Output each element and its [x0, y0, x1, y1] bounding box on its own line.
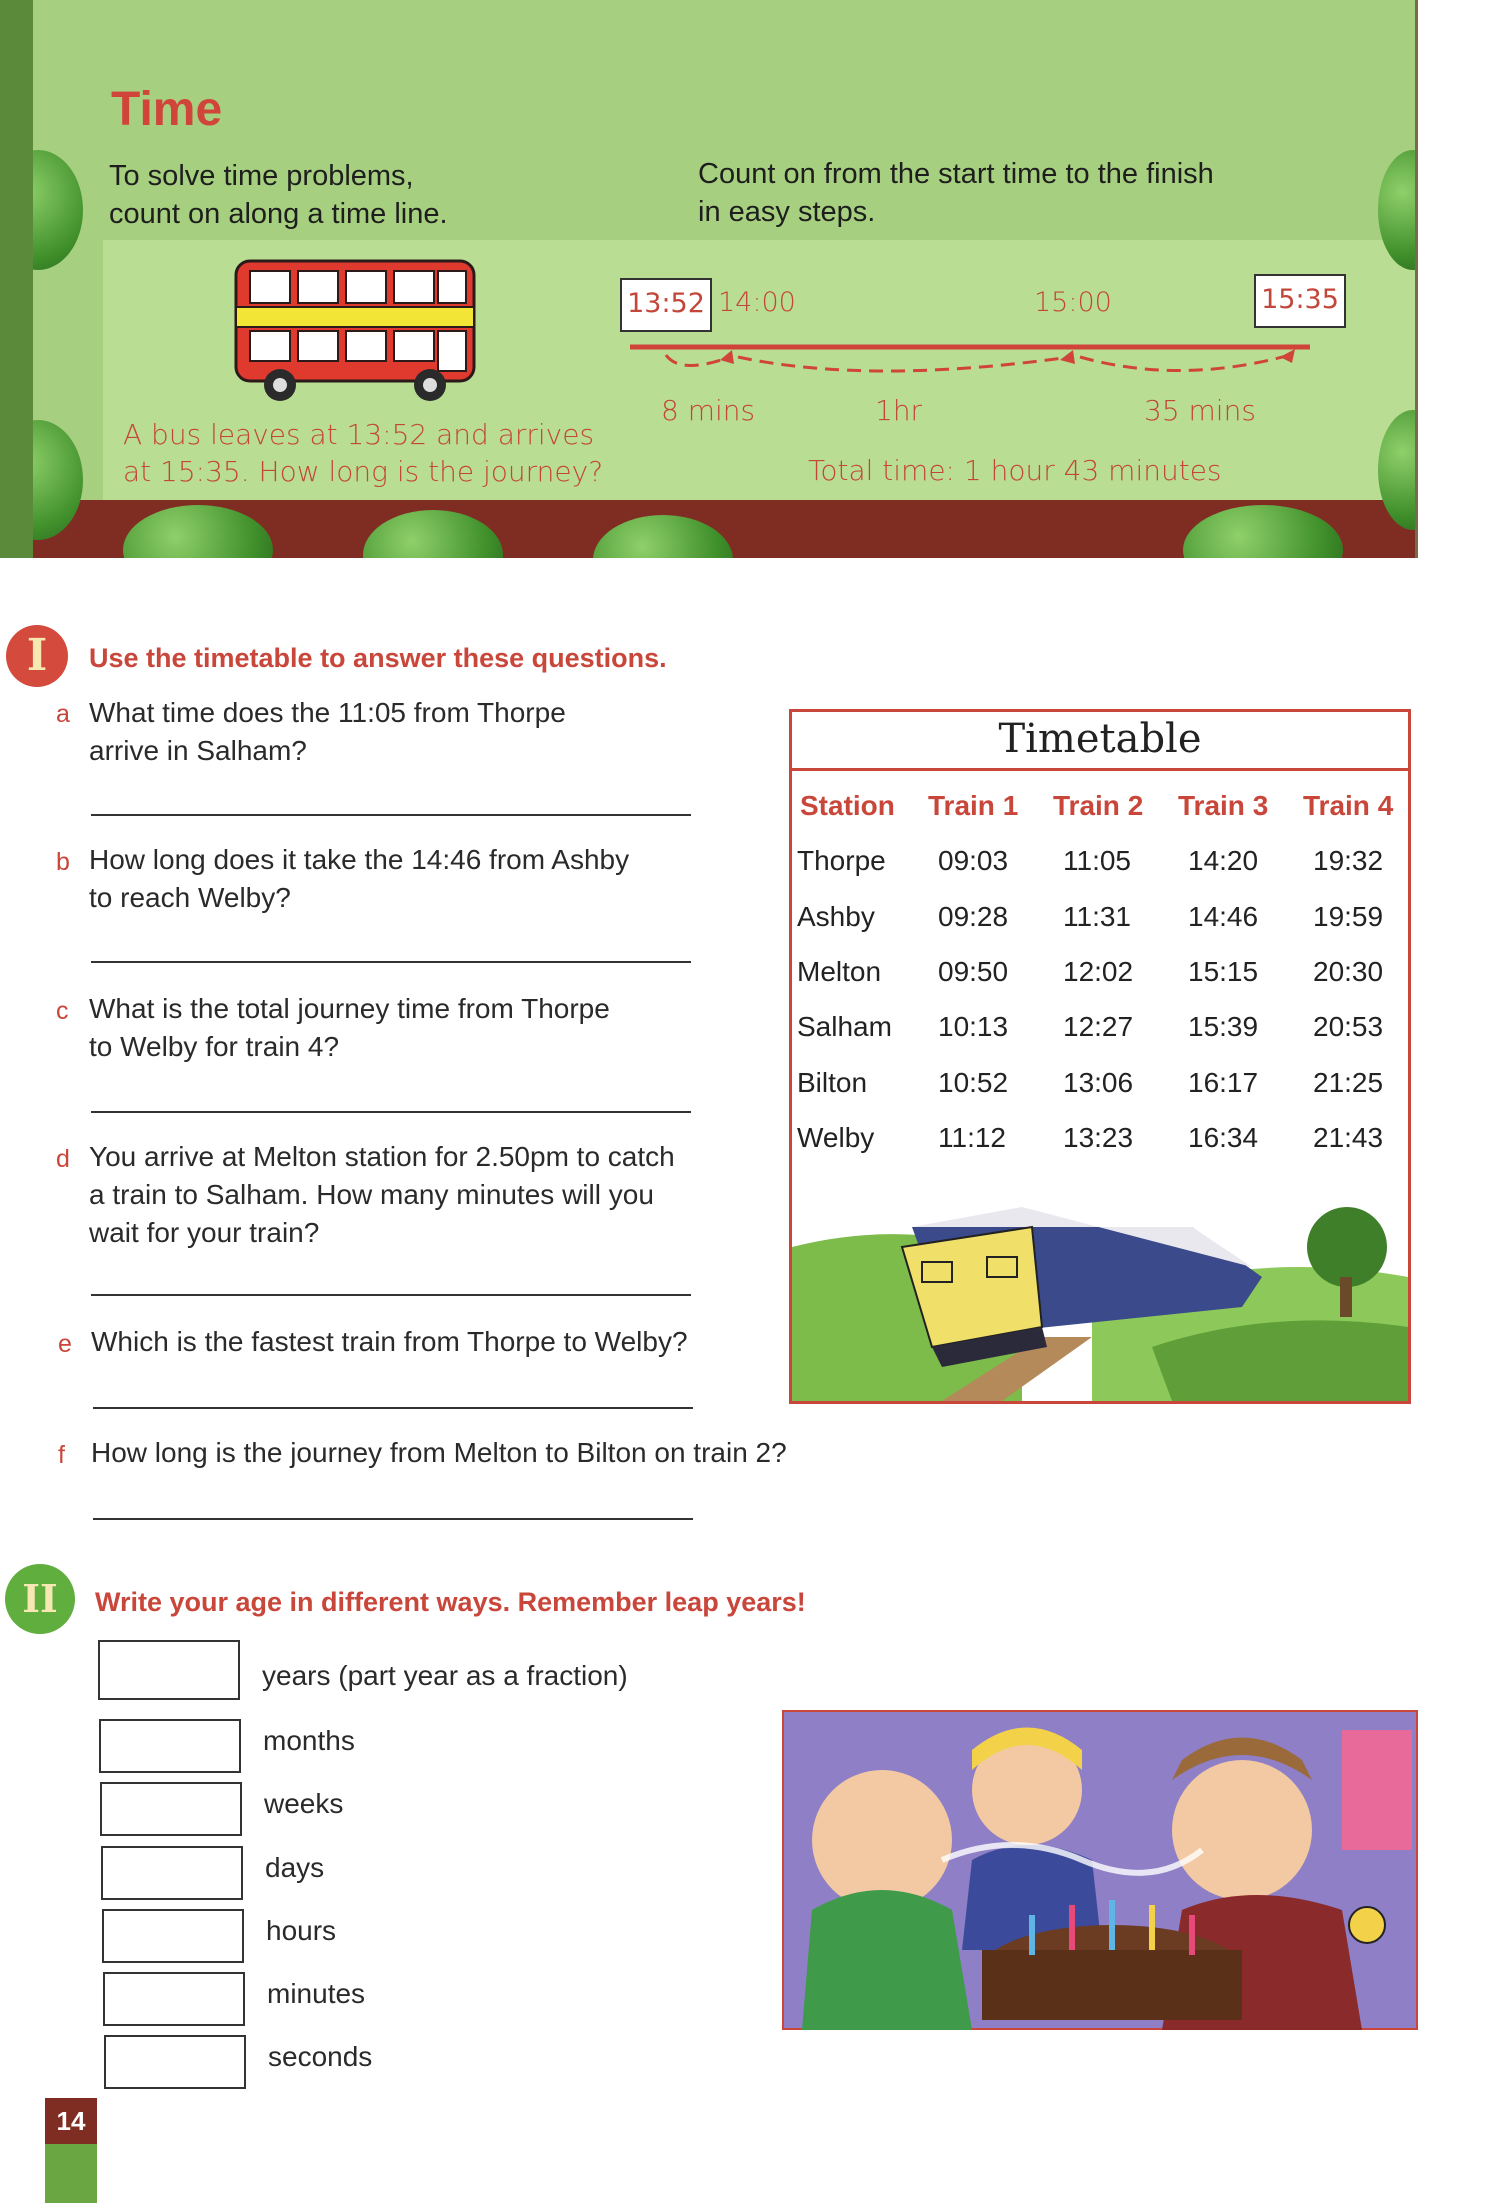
question-line: How long is the journey from Melton to Bilton on train 2? [91, 1437, 787, 1468]
timetable-header: Train 1 [928, 790, 1019, 821]
timetable-cell: 16:34 [1188, 1122, 1259, 1153]
question-line: What time does the 11:05 from Thorpe [89, 697, 566, 728]
timetable-cell: 20:30 [1313, 956, 1384, 987]
answer-line-b[interactable] [91, 961, 691, 963]
timetable-cell: 09:50 [938, 956, 1009, 987]
question-line: a train to Salham. How many minutes will you [89, 1179, 654, 1210]
timetable-cell: 20:53 [1313, 1011, 1384, 1042]
timetable-cell: 15:15 [1188, 956, 1259, 987]
age-years-input[interactable] [98, 1640, 240, 1700]
question-letter-f: f [58, 1441, 65, 1469]
timeline-step-35-mins: 35 mins [1144, 394, 1256, 427]
age-minutes-input[interactable] [103, 1972, 245, 2026]
age-unit-label: years (part year as a fraction) [262, 1660, 628, 1691]
timetable-cell: 11:05 [1063, 845, 1131, 876]
question-d [89, 1138, 675, 1252]
birthday-party-illustration-icon [782, 1710, 1418, 2030]
timetable-cell: Welby [797, 1122, 875, 1153]
age-unit-label: months [263, 1725, 355, 1756]
answer-line-a[interactable] [91, 814, 691, 816]
timeline-mark-1500: 15:00 [1034, 287, 1112, 318]
question-line: arrive in Salham? [89, 735, 307, 766]
timetable-cell: 10:52 [938, 1067, 1009, 1098]
page-number-tab [45, 2098, 97, 2203]
timetable-cell: 21:43 [1313, 1122, 1384, 1153]
section-badge-ii: II [5, 1564, 75, 1634]
timetable-cell: Salham [797, 1011, 892, 1042]
decorative-ball-icon [33, 150, 83, 270]
answer-line-f[interactable] [93, 1518, 693, 1520]
answer-line-e[interactable] [93, 1407, 693, 1409]
question-a [89, 694, 566, 770]
timeline-step-1hr: 1hr [875, 394, 923, 427]
timetable-cell: 21:25 [1313, 1067, 1384, 1098]
timetable-cell: 12:02 [1063, 956, 1134, 987]
intro-left [109, 157, 448, 233]
question-line: How long does it take the 14:46 from Ashby [89, 844, 630, 875]
timetable-cell: Ashby [797, 901, 875, 932]
timetable-cell: Thorpe [797, 845, 886, 876]
bus-question-line: at 15:35. How long is the journey? [123, 455, 604, 488]
question-line: Which is the fastest train from Thorpe to Welby? [91, 1326, 688, 1357]
question-line: wait for your train? [89, 1217, 320, 1248]
timetable-cell: 09:28 [938, 901, 1009, 932]
age-weeks-input[interactable] [100, 1782, 242, 1836]
intro-left-line: To solve time problems, [109, 160, 414, 192]
intro-right [698, 155, 1214, 231]
bus-question-line: A bus leaves at 13:52 and arrives [123, 418, 595, 451]
timetable-header: Train 2 [1053, 790, 1144, 821]
age-unit-label: seconds [268, 2041, 373, 2072]
question-f [91, 1434, 787, 1472]
timetable-header: Train 4 [1303, 790, 1394, 821]
timetable-title: Timetable [998, 716, 1202, 762]
timetable [789, 709, 1411, 1404]
question-line: What is the total journey time from Thorpe [89, 993, 610, 1024]
section2-heading: Write your age in different ways. Remember leap years! [95, 1587, 806, 1617]
question-line: to Welby for train 4? [89, 1031, 340, 1062]
timetable-cell: 16:17 [1188, 1067, 1259, 1098]
question-c [89, 990, 610, 1066]
timetable-cell: 14:20 [1188, 845, 1259, 876]
intro-right-line: in easy steps. [698, 196, 876, 228]
age-unit-label: weeks [264, 1788, 344, 1819]
timetable-cell: 09:03 [938, 845, 1009, 876]
bus-icon [232, 255, 482, 405]
age-unit-label: hours [266, 1915, 337, 1946]
page-edge-strip [0, 0, 33, 558]
timeline-arrows [620, 330, 1340, 390]
intro-left-line: count on along a time line. [109, 198, 448, 230]
age-hours-input[interactable] [102, 1909, 244, 1963]
age-unit-label: days [265, 1852, 325, 1883]
timeline-mark-1400: 14:00 [718, 287, 796, 318]
timeline-total: Total time: 1 hour 43 minutes [808, 454, 1222, 487]
timeline-end-box: 15:35 [1254, 274, 1346, 328]
question-e [91, 1323, 688, 1361]
age-unit-label: minutes [267, 1978, 366, 2009]
question-b [89, 841, 629, 917]
question-line: to reach Welby? [89, 882, 291, 913]
question-letter-e: e [58, 1330, 72, 1358]
banner-title: Time [111, 83, 223, 136]
timetable-cell: Melton [797, 956, 882, 987]
timetable-cell: 12:27 [1063, 1011, 1134, 1042]
answer-line-c[interactable] [91, 1111, 691, 1113]
timetable-header: Train 3 [1178, 790, 1269, 821]
section-badge-i: I [6, 625, 68, 687]
timetable-cell: Bilton [797, 1067, 868, 1098]
train-illustration-icon [792, 1187, 1408, 1401]
timetable-cell: 11:31 [1063, 901, 1131, 932]
timetable-cell: 15:39 [1188, 1011, 1259, 1042]
age-seconds-input[interactable] [104, 2035, 246, 2089]
timetable-cell: 19:59 [1313, 901, 1384, 932]
age-months-input[interactable] [99, 1719, 241, 1773]
timetable-cell: 11:12 [938, 1122, 1006, 1153]
question-letter-d: d [56, 1145, 70, 1173]
question-letter-c: c [56, 997, 69, 1025]
bus-question [123, 416, 603, 490]
timetable-cell: 13:06 [1063, 1067, 1134, 1098]
timetable-cell: 13:23 [1063, 1122, 1134, 1153]
answer-line-d[interactable] [91, 1294, 691, 1296]
age-days-input[interactable] [101, 1846, 243, 1900]
timetable-header: Station [800, 790, 895, 821]
timetable-cell: 19:32 [1313, 845, 1384, 876]
timeline-step-8-mins: 8 mins [661, 394, 756, 427]
timetable-cell: 10:13 [938, 1011, 1009, 1042]
question-letter-b: b [56, 848, 70, 876]
intro-right-line: Count on from the start time to the finish [698, 158, 1214, 190]
question-letter-a: a [56, 700, 70, 728]
timeline-start-box: 13:52 [620, 278, 712, 332]
page-number: 14 [45, 2098, 97, 2144]
section1-heading: Use the timetable to answer these questions. [89, 643, 667, 673]
timetable-cell: 14:46 [1188, 901, 1259, 932]
timetable-divider [792, 768, 1408, 771]
question-line: You arrive at Melton station for 2.50pm to catch [89, 1141, 675, 1172]
